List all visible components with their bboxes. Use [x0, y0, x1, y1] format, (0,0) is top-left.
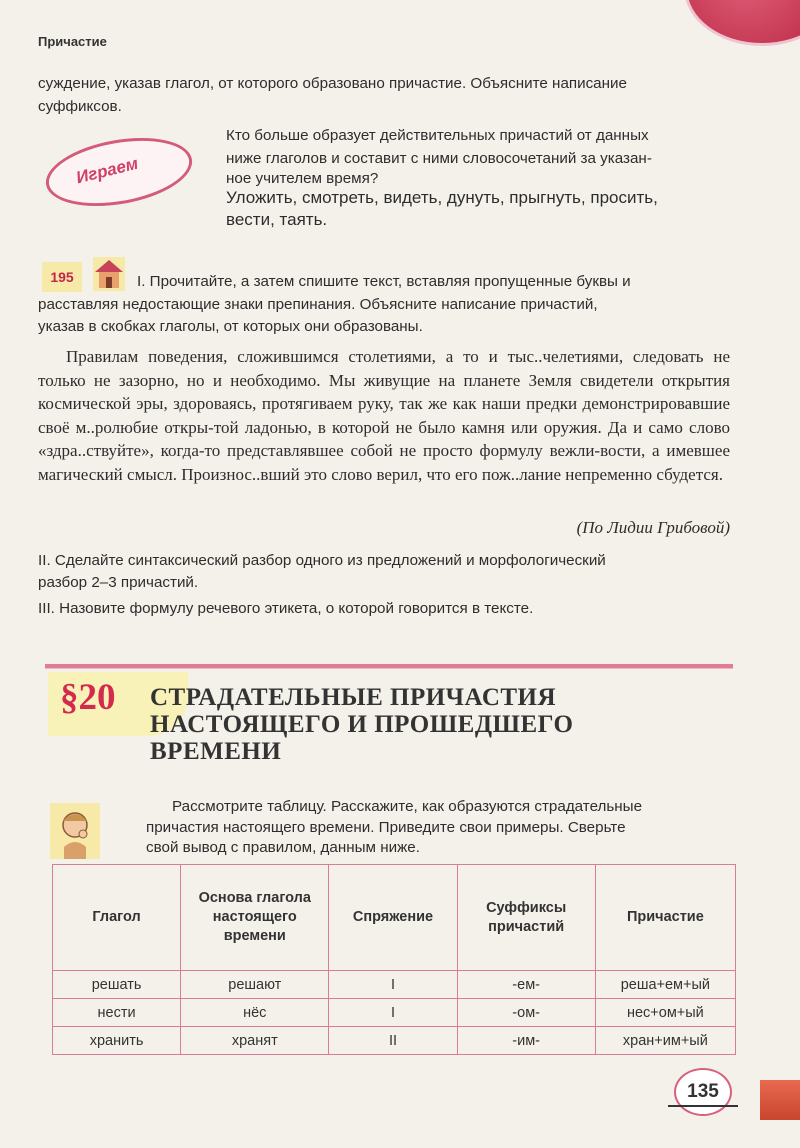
running-header: Причастие — [38, 34, 107, 49]
table-cell: реша+ем+ый — [595, 971, 735, 999]
task2-line: разбор 2–3 причастий. — [38, 574, 199, 591]
task-line: указав в скобках глаголы, от которых они образованы. — [38, 318, 423, 335]
table-header: Основа глагола настоящего времени — [181, 865, 329, 971]
section-intro-line: свой вывод с правилом, данным ниже. — [146, 839, 420, 856]
table-cell: хран+им+ый — [595, 1027, 735, 1055]
table-row — [53, 971, 736, 999]
house-icon — [93, 257, 125, 291]
table-header: Спряжение — [329, 865, 457, 971]
task3-line: III. Назовите формулу речевого этикета, о которой говорится в тексте. — [38, 600, 534, 617]
table-cell: нес+ом+ый — [595, 999, 735, 1027]
section-title-line: ВРЕМЕНИ — [150, 738, 282, 765]
table-cell: нёс — [181, 999, 329, 1027]
table-header: Причастие — [595, 865, 735, 971]
table-cell: хранить — [53, 1027, 181, 1055]
section-title-line: НАСТОЯЩЕГО И ПРОШЕДШЕГО — [150, 711, 574, 738]
task2-line: II. Сделайте синтаксический разбор одного из предложений и морфологический — [38, 552, 606, 569]
table-row — [53, 999, 736, 1027]
table-header-row — [53, 865, 736, 971]
section-number: §20 — [60, 677, 116, 718]
page-edge-tab — [760, 1080, 800, 1120]
intro-line: суждение, указав глагол, от которого образовано причастие. Объясните написание — [38, 75, 627, 92]
table-cell: I — [329, 999, 457, 1027]
game-verbs: вести, таять. — [226, 210, 328, 229]
corner-decoration — [684, 0, 800, 46]
game-verbs: Уложить, смотреть, видеть, дунуть, прыгнуть, просить, — [226, 188, 658, 207]
section-title — [150, 684, 573, 765]
section-divider-thin — [45, 668, 733, 669]
conjugation-table — [52, 864, 736, 1055]
table-cell: решают — [181, 971, 329, 999]
page-number-rule — [668, 1105, 738, 1107]
game-line: Кто больше образует действительных причастий от данных — [226, 127, 649, 144]
intro-line: суффиксов. — [38, 98, 122, 115]
game-badge-label: Играем — [74, 153, 141, 188]
exercise-number: 195 — [42, 262, 82, 292]
task-line: I. Прочитайте, а затем спишите текст, вставляя пропущенные буквы и — [137, 273, 631, 290]
game-line: ниже глаголов и составит с ними словосочетаний за указан- — [226, 150, 652, 167]
table-cell: -ем- — [457, 971, 595, 999]
game-badge — [41, 128, 198, 217]
task-line: расставляя недостающие знаки препинания. Объясните написание причастий, — [38, 296, 598, 313]
table-header: Суффиксы причастий — [457, 865, 595, 971]
page-number: 135 — [674, 1068, 732, 1116]
exercise-text: Правилам поведения, сложившимся столетиями, а то и тыс..челетиями, следовать не только не зазорно, но и необходимо. Мы живущие на планете Земля свидетели открытия космической эры, здороваясь, протягиваем руку, так же как наши предки демонстрировавшие своё м..ролюбие откры-той ладонью, в которой не было камня или оружия. Да и само слово «здра..ствуйте», когда-то представлявшее собой не просто формулу вежли-вости, а имевшее магический смысл. Произнос..вший это слово верил, что его пож..лание непременно сбудется. — [38, 347, 730, 484]
table-cell: решать — [53, 971, 181, 999]
exercise-author: (По Лидии Грибовой) — [576, 518, 730, 537]
table-cell: I — [329, 971, 457, 999]
table-cell: -ом- — [457, 999, 595, 1027]
thinking-person-icon — [50, 803, 100, 859]
table-cell: хранят — [181, 1027, 329, 1055]
section-intro-line: Рассмотрите таблицу. Расскажите, как образуются страдательные — [172, 798, 643, 815]
table-header: Глагол — [53, 865, 181, 971]
section-title-line: СТРАДАТЕЛЬНЫЕ ПРИЧАСТИЯ — [150, 684, 557, 711]
table-cell: II — [329, 1027, 457, 1055]
game-line: ное учителем время? — [226, 170, 379, 187]
table-cell: -им- — [457, 1027, 595, 1055]
section-intro-line: причастия настоящего времени. Приведите свои примеры. Сверьте — [146, 819, 626, 836]
table-row — [53, 1027, 736, 1055]
table-cell: нести — [53, 999, 181, 1027]
